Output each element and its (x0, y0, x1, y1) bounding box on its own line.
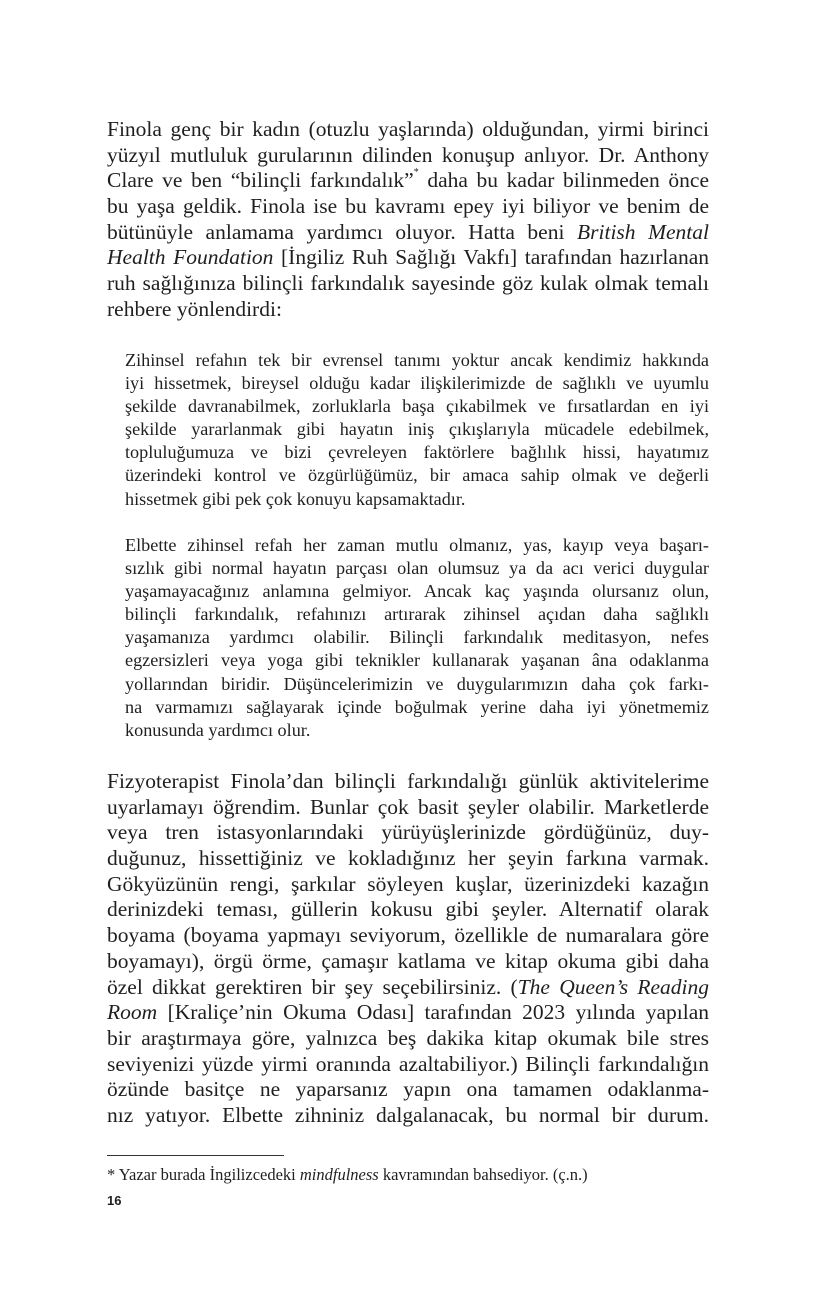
text-segment: özel dikkat gerektiren bir şey seçebilirsiniz. ( (107, 974, 518, 999)
italic-title: The Queen’s Reading (517, 974, 709, 999)
quote-line: konusunda yardımcı olur. (125, 719, 311, 740)
text-line: Finola genç bir kadın (otuzlu yaşlarında) olduğundan, yirmi birinci (107, 117, 709, 141)
footnote-separator (107, 1155, 284, 1156)
quote-line: şekilde davranabilmek, zorluklarla başa çıkabilmek ve fırsatlardan en iyi (125, 396, 709, 417)
text-line: boyama (boyama yapmayı seviyorum, özellikle de numaralara göre (107, 923, 709, 948)
quote-line: şekilde yararlanmak gibi hayatın iniş çıkışlarıyla mücadele edebilmek, (125, 419, 709, 440)
text-line (107, 168, 709, 194)
text-line: Gökyüzünün rengi, şarkılar söyleyen kuşlar, üzerinizdeki kazağın (107, 871, 709, 896)
text-line: derinizdeki teması, güllerin kokusu gibi şeyler. Alternatif olarak (107, 897, 709, 922)
quote-line: iyi hissetmek, bireysel olduğu kadar ilişkilerimizde de sağlıklı ve uyumlu (125, 373, 709, 394)
quote-line: topluluğumuza ve bizi çevreleyen faktörlere bağlılık hissi, hayatımız (125, 442, 709, 463)
quote-line: yaşamayacağınız anlamına gelmiyor. Ancak kaç yaşında olursanız olun, (125, 581, 709, 602)
text-line (107, 220, 709, 246)
footnote-marker: * (413, 168, 419, 179)
block-quote-2 (125, 534, 709, 742)
text-segment: [İngiliz Ruh Sağlığı Vakfı] tarafından hazırlanan (273, 245, 709, 270)
quote-line: üzerindeki kontrol ve özgürlüğümüz, bir amaca sahip olmak ve değerli (125, 465, 709, 486)
text-line: yüzyıl mutluluk gurularının dilinden konuşup anlıyor. Dr. Anthony (107, 142, 709, 167)
text-line: boyamayı), örgü örme, çamaşır katlama ve kitap okuma gibi daha (107, 948, 709, 973)
footnote-text: kavramından bahsediyor. (ç.n.) (378, 1165, 588, 1184)
quote-line: Zihinsel refahın tek bir evrensel tanımı yoktur ancak kendimiz hakkında (125, 350, 709, 370)
text-line: duğunuz, hissettiğiniz ve kokladığınız her şeyin farkına varmak. (107, 846, 709, 871)
text-line: uyarlamayı öğrendim. Bunlar çok basit şeyler olabilir. Marketlerde (107, 794, 709, 819)
footnote-text: * Yazar burada İngilizcedeki (107, 1165, 300, 1184)
text-segment: bütünüyle anlamama yardımcı oluyor. Hatta beni (107, 219, 565, 244)
quote-line: bilinçli farkındalık, refahınızı artırarak zihinsel açıdan daha sağlıklı (125, 604, 709, 625)
quote-line: sızlık gibi normal hayatın parçası olan olumsuz ya da acı verici duygular (125, 558, 709, 579)
quote-line: yollarından biridir. Düşüncelerimizin ve duygularımızın daha çok farkı- (125, 673, 709, 694)
text-line: bu yaşa geldik. Finola ise bu kavramı epey iyi biliyor ve benim de (107, 194, 709, 219)
body-paragraph-2 (107, 769, 709, 1129)
quote-line: na varmamızı sağlayarak içinde boğulmak yerine daha iyi yönetmemiz (125, 696, 709, 717)
footnote (107, 1164, 588, 1186)
text-line: ruh sağlığınıza bilinçli farkındalık sayesinde göz kulak olmak temalı (107, 271, 709, 296)
text-line: nız yatıyor. Elbette zihniniz dalgalanacak, bu normal bir durum. (107, 1102, 709, 1127)
text-line (107, 1000, 709, 1026)
text-line (107, 245, 709, 271)
quote-line: yaşamanıza yardımcı olabilir. Bilinçli farkındalık meditasyon, nefes (125, 627, 709, 648)
block-quote-1 (125, 349, 709, 511)
text-segment: daha bu kadar bilinmeden önce (418, 168, 709, 193)
quote-line: egzersizleri veya yoga gibi teknikler kullanarak yaşanan âna odaklanma (125, 650, 709, 671)
text-line: veya tren istasyonlarındaki yürüyüşlerinizde gördüğünüz, duy- (107, 820, 709, 845)
text-line: özünde basitçe ne yaparsanız yapın ona tamamen odaklanma- (107, 1077, 709, 1102)
text-line: bir araştırmaya göre, yalnızca beş dakika kitap okumak bile stres (107, 1025, 709, 1050)
quote-line: hissetmek gibi pek çok konuyu kapsamaktadır. (125, 488, 466, 509)
italic-title: Health Foundation (107, 245, 274, 270)
italic-title: British Mental (577, 219, 709, 244)
italic-title: Room (107, 1000, 158, 1025)
text-line: seviyenizi yüzde yirmi oranında azaltabiliyor.) Bilinçli farkındalığın (107, 1051, 709, 1076)
text-segment: Clare ve ben “bilinçli farkındalık” (107, 168, 414, 193)
body-paragraph-1 (107, 117, 709, 323)
page-number: 16 (107, 1193, 122, 1208)
text-line: Fizyoterapist Finola’dan bilinçli farkındalığı günlük aktivitelerime (107, 769, 709, 793)
quote-line: Elbette zihinsel refah her zaman mutlu olmanız, yas, kayıp veya başarı- (125, 535, 709, 555)
text-segment: [Kraliçe’nin Okuma Odası] tarafından 2023 yılında yapılan (157, 1000, 709, 1025)
text-line (107, 975, 709, 1001)
text-line: rehbere yönlendirdi: (107, 296, 282, 321)
footnote-italic-term: mindfulness (299, 1165, 379, 1184)
